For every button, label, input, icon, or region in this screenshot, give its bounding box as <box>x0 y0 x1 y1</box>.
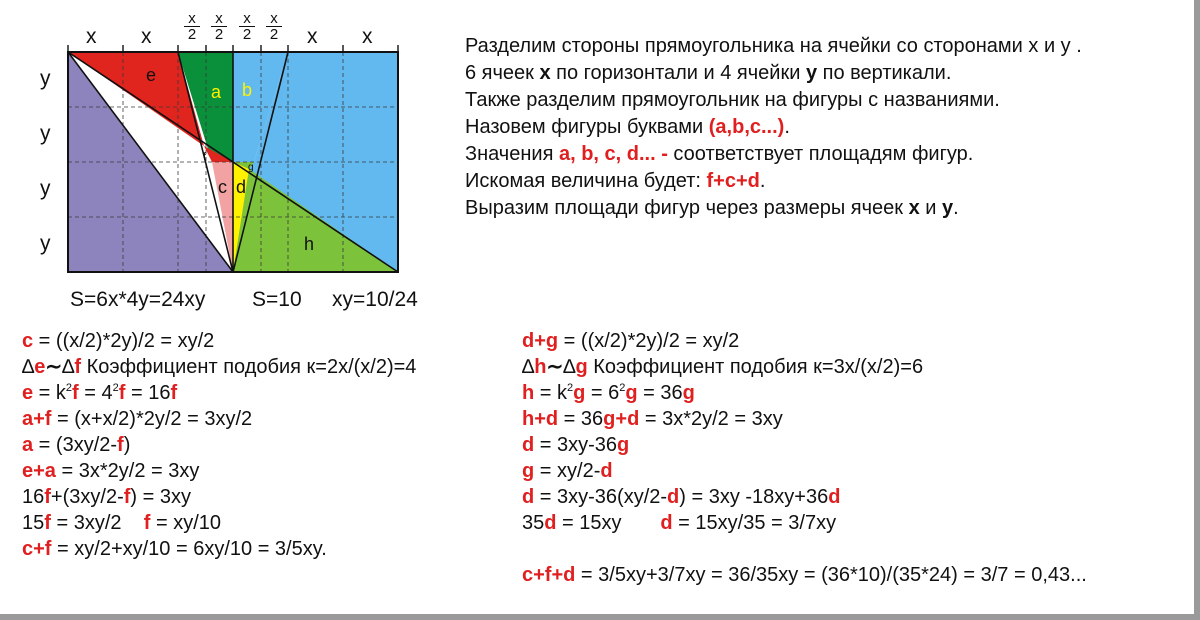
label-d: d <box>236 177 247 197</box>
intro-text <box>465 33 1082 222</box>
var: f <box>123 486 131 508</box>
text: ) <box>123 434 131 456</box>
text: 2 <box>619 382 626 394</box>
var: f <box>44 486 51 508</box>
var: g <box>573 382 586 404</box>
var: d <box>660 512 673 534</box>
var: +d <box>615 408 640 430</box>
text: = ((x/2)*2y)/2 = xy/2 <box>33 330 215 352</box>
var: f <box>170 382 178 404</box>
text: . <box>784 116 790 138</box>
var: f <box>117 434 124 456</box>
var: f <box>118 382 126 404</box>
text: Коэффициент подобия к=3x/(x/2)=6 <box>587 356 924 378</box>
var: g <box>617 434 630 456</box>
eq-right-5 <box>522 432 1087 458</box>
intro-line-5 <box>465 141 1082 168</box>
var: d <box>522 434 535 456</box>
frac-num: x <box>211 11 227 27</box>
text: = xy/2- <box>534 460 601 482</box>
eq-right-8 <box>522 510 1087 536</box>
eq-left-8 <box>22 510 416 536</box>
top-label-x2: x <box>141 25 152 48</box>
eq-left-7 <box>22 484 416 510</box>
text: = xy/2+xy/10 = 6xy/10 = 3/5xy. <box>51 538 327 560</box>
right-equations <box>522 328 1087 588</box>
var: f <box>143 512 151 534</box>
var: a <box>22 434 34 456</box>
text: = 3xy-36 <box>534 434 618 456</box>
text: Выразим площади фигур через размеры ячеек <box>465 197 909 219</box>
left-equations <box>22 328 416 562</box>
text: 15 <box>22 512 45 534</box>
text: Назовем фигуры буквами <box>465 116 709 138</box>
text: 16 <box>22 486 45 508</box>
text: ∆ <box>522 356 535 378</box>
text: = k <box>534 382 568 404</box>
var: d <box>522 486 535 508</box>
text: = 15xy/35 = 3/7xy <box>672 512 837 534</box>
var: e <box>22 382 34 404</box>
text: ∼ <box>45 356 63 378</box>
text: 2 <box>112 382 119 394</box>
text: 2 <box>65 382 73 394</box>
frac-den: 2 <box>242 26 252 43</box>
var: h+d <box>522 408 559 430</box>
eq-right-2 <box>522 354 1087 380</box>
xy-value: xy=10/24 <box>332 288 418 311</box>
text: ) = 3xy -18xy+36 <box>679 486 829 508</box>
text: ∼ <box>546 356 564 378</box>
text: = 3x*2y/2 = 3xy <box>55 460 200 482</box>
frac-num: x <box>239 11 255 27</box>
var: e+a <box>22 460 56 482</box>
eq-left-9 <box>22 536 416 562</box>
frac-den: 2 <box>269 26 279 43</box>
intro-line-2 <box>465 60 1082 87</box>
label-a: a <box>211 82 222 102</box>
label-b: b <box>242 80 253 100</box>
text: ∆ <box>22 356 35 378</box>
intro-line-4 <box>465 114 1082 141</box>
frac-label-1 <box>184 11 200 42</box>
text: = k <box>33 382 66 404</box>
text: (a,b,c...) <box>708 116 785 138</box>
intro-line-3: Также разделим прямоугольник на фигуры с названиями. <box>465 89 1000 111</box>
text: = 3xy-36(xy/2- <box>534 486 668 508</box>
top-ticks <box>68 45 398 52</box>
eq-right-result <box>522 562 1087 588</box>
eq-right-6 <box>522 458 1087 484</box>
label-c: c <box>218 177 227 197</box>
frac-num: x <box>184 11 200 27</box>
var: d <box>667 486 680 508</box>
text: y <box>942 197 954 219</box>
top-label-x4: x <box>362 25 373 48</box>
text: +(3xy/2- <box>50 486 124 508</box>
text: = 36 <box>637 382 683 404</box>
label-f: f <box>203 151 207 163</box>
text: Значения <box>465 143 559 165</box>
text: = 3x*2y/2 = 3xy <box>639 408 783 430</box>
var: f <box>44 512 51 534</box>
side-label-y4: y <box>40 232 51 255</box>
intro-line-1: Разделим стороны прямоугольника на ячейки со сторонами x и y . <box>465 35 1082 57</box>
frac-label-4 <box>266 11 282 42</box>
var: f <box>74 356 82 378</box>
text: 2 <box>567 382 574 394</box>
text: a, b, c, d... - <box>558 143 668 165</box>
eq-left-5 <box>22 432 416 458</box>
var: g <box>625 382 638 404</box>
eq-left-2 <box>22 354 416 380</box>
intro-line-6 <box>465 168 1082 195</box>
var: c <box>22 330 34 352</box>
text: по вертикали. <box>817 62 952 84</box>
side-label-y1: y <box>40 67 51 90</box>
frac-den: 2 <box>187 26 197 43</box>
area-formula: S=6x*4y=24xy <box>70 288 206 311</box>
text: ∆ <box>62 356 75 378</box>
text: ∆ <box>563 356 576 378</box>
text: = (x+x/2)*2y/2 = 3xy/2 <box>51 408 253 430</box>
text: и <box>919 197 943 219</box>
text: = 6 <box>585 382 620 404</box>
area-value: S=10 <box>252 288 302 311</box>
text: = xy/10 <box>150 512 222 534</box>
text: x <box>908 197 920 219</box>
var: g <box>522 460 535 482</box>
text: соответствует площадям фигур. <box>667 143 974 165</box>
var: e <box>34 356 46 378</box>
top-label-x3: x <box>307 25 318 48</box>
label-e: e <box>146 65 157 85</box>
var: c+f <box>22 538 52 560</box>
text: = 3xy/2 <box>50 512 144 534</box>
top-label-x1: x <box>86 25 97 48</box>
var: g <box>603 408 616 430</box>
intro-line-7 <box>465 195 1082 222</box>
var: g <box>682 382 695 404</box>
eq-right-3 <box>522 380 1087 406</box>
text: = ((x/2)*2y)/2 = xy/2 <box>558 330 740 352</box>
text: Коэффициент подобия к=2x/(x/2)=4 <box>81 356 417 378</box>
side-label-y2: y <box>40 122 51 145</box>
var: a+f <box>22 408 52 430</box>
label-h: h <box>304 234 315 254</box>
text: ) = 3xy <box>130 486 191 508</box>
var: d <box>544 512 557 534</box>
frac-label-3 <box>239 11 255 42</box>
var: c+f+d <box>522 564 576 586</box>
var: h <box>522 382 535 404</box>
var: d+g <box>522 330 559 352</box>
text: . <box>953 197 959 219</box>
frac-num: x <box>266 11 282 27</box>
text: Искомая величина будет: <box>465 170 707 192</box>
eq-left-1 <box>22 328 416 354</box>
label-g: g <box>248 162 254 173</box>
side-label-y3: y <box>40 177 51 200</box>
eq-left-4 <box>22 406 416 432</box>
text: = 16 <box>125 382 171 404</box>
text: = 15xy <box>556 512 661 534</box>
frac-label-2 <box>211 11 227 42</box>
var: g <box>575 356 588 378</box>
frac-den: 2 <box>214 26 224 43</box>
text: = 4 <box>78 382 113 404</box>
text: = (3xy/2- <box>33 434 118 456</box>
eq-right-7 <box>522 484 1087 510</box>
var: d <box>828 486 841 508</box>
eq-left-6 <box>22 458 416 484</box>
text: . <box>759 170 766 192</box>
var: h <box>534 356 547 378</box>
text: = 36 <box>558 408 604 430</box>
text: 35 <box>522 512 545 534</box>
text: = 3/5xy+3/7xy = 36/35xy = (36*10)/(35*24) = 3/7 = 0,43... <box>575 564 1087 586</box>
eq-right-1 <box>522 328 1087 354</box>
eq-right-4 <box>522 406 1087 432</box>
text: f+c+d <box>706 170 760 192</box>
text: по горизонтали и 4 ячейки <box>550 62 806 84</box>
text: 6 ячеек <box>465 62 540 84</box>
var: d <box>600 460 613 482</box>
eq-right-spacer <box>522 536 1087 562</box>
var: f <box>72 382 79 404</box>
text: x <box>539 62 551 84</box>
text: y <box>805 62 818 84</box>
eq-left-3 <box>22 380 416 406</box>
